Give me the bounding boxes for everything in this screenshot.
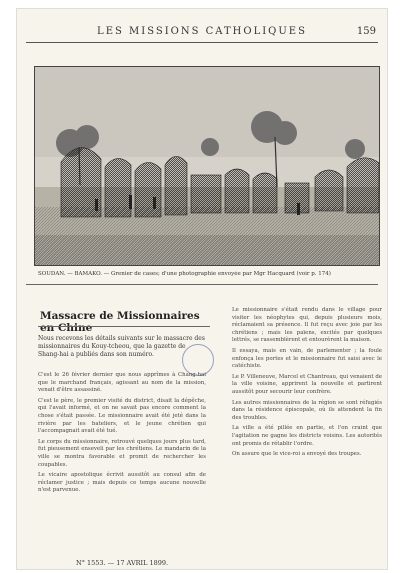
paragraph: Le missionnaire s'était rendu dans le village pour visiter les néophytes qui, depuis plusieurs mois, réclamaient sa présence. Il fut reçu avec joie par les chrétiens ; mais les païens, excités par quelques lettrés, se rassemblèrent et entourèrent la maison. <box>232 307 382 344</box>
figure-caption: SOUDAN. — BAMAKO. — Grenier de cases; d'une photographie envoyée par Mgr Hacquard (voir p. 174) <box>38 271 331 277</box>
issue-footer: N° 1553. — 17 AVRIL 1899. <box>76 559 169 567</box>
paragraph: On assure que le vice-roi a envoyé des troupes. <box>232 451 362 458</box>
right-column <box>232 307 382 462</box>
page <box>16 8 388 570</box>
paragraph: Le P. Villeneuve, Marcel et Chantreau, qui venaient de la ville voisine, apprirent la nouvelle et partirent aussitôt pour secourir leur confrère. <box>232 373 382 395</box>
paragraph: La ville a été pillée en partie, et l'on craint que l'agitation ne gagne les districts voisins. Les autorités ont promis de rétablir l'ordre. <box>232 425 382 447</box>
page-header <box>26 24 378 43</box>
paragraph: Il essaya, mais en vain, de parlementer ; la foule enfonça les portes et le missionnaire fut saisi avec le catéchiste. <box>232 347 382 370</box>
page-number: 159 <box>356 26 376 37</box>
section-divider <box>26 284 378 285</box>
article-title: Massacre de Missionnaires en Chine <box>40 310 200 334</box>
engraving-figure <box>34 66 380 266</box>
article-lead: Nous recevons les détails suivants sur le massacre des missionnaires du Kouy-tcheou, que la gazette de Shang-hai a publiés dans son numéro. <box>38 335 205 358</box>
paragraph: C'est le 26 février dernier que nous apprîmes à Chang-hai que le marchand français, agissant au nom de la mission, venait d'être assassiné. <box>38 372 206 394</box>
paragraph: Le vicaire apostolique écrivit aussitôt au consul afin de réclamer justice ; mais depuis ce temps aucune nouvelle n'est parvenue. <box>38 472 206 494</box>
title-underline <box>38 326 210 327</box>
left-column <box>38 372 206 498</box>
running-title: LES MISSIONS CATHOLIQUES <box>97 26 307 37</box>
paragraph: Les autres missionnaires de la région se sont réfugiés dans la résidence épiscopale, où ils attendent la fin des troubles. <box>232 399 382 421</box>
paragraph: Le corps du missionnaire, retrouvé quelques jours plus tard, fut pieusement enseveli par les chrétiens. Le mandarin de la ville se montra favorable et promit de rechercher les coupables. <box>38 438 206 468</box>
paragraph: C'est le père, le premier visité du district, disait la dépêche, qui l'avait informé, et on ne savait pas encore comment la chose s'était passée. Le missionnaire avait été jeté dans la rivière par les bateliers, et le jeune chrétien qui l'accompagnait avait été tué. <box>38 397 206 435</box>
